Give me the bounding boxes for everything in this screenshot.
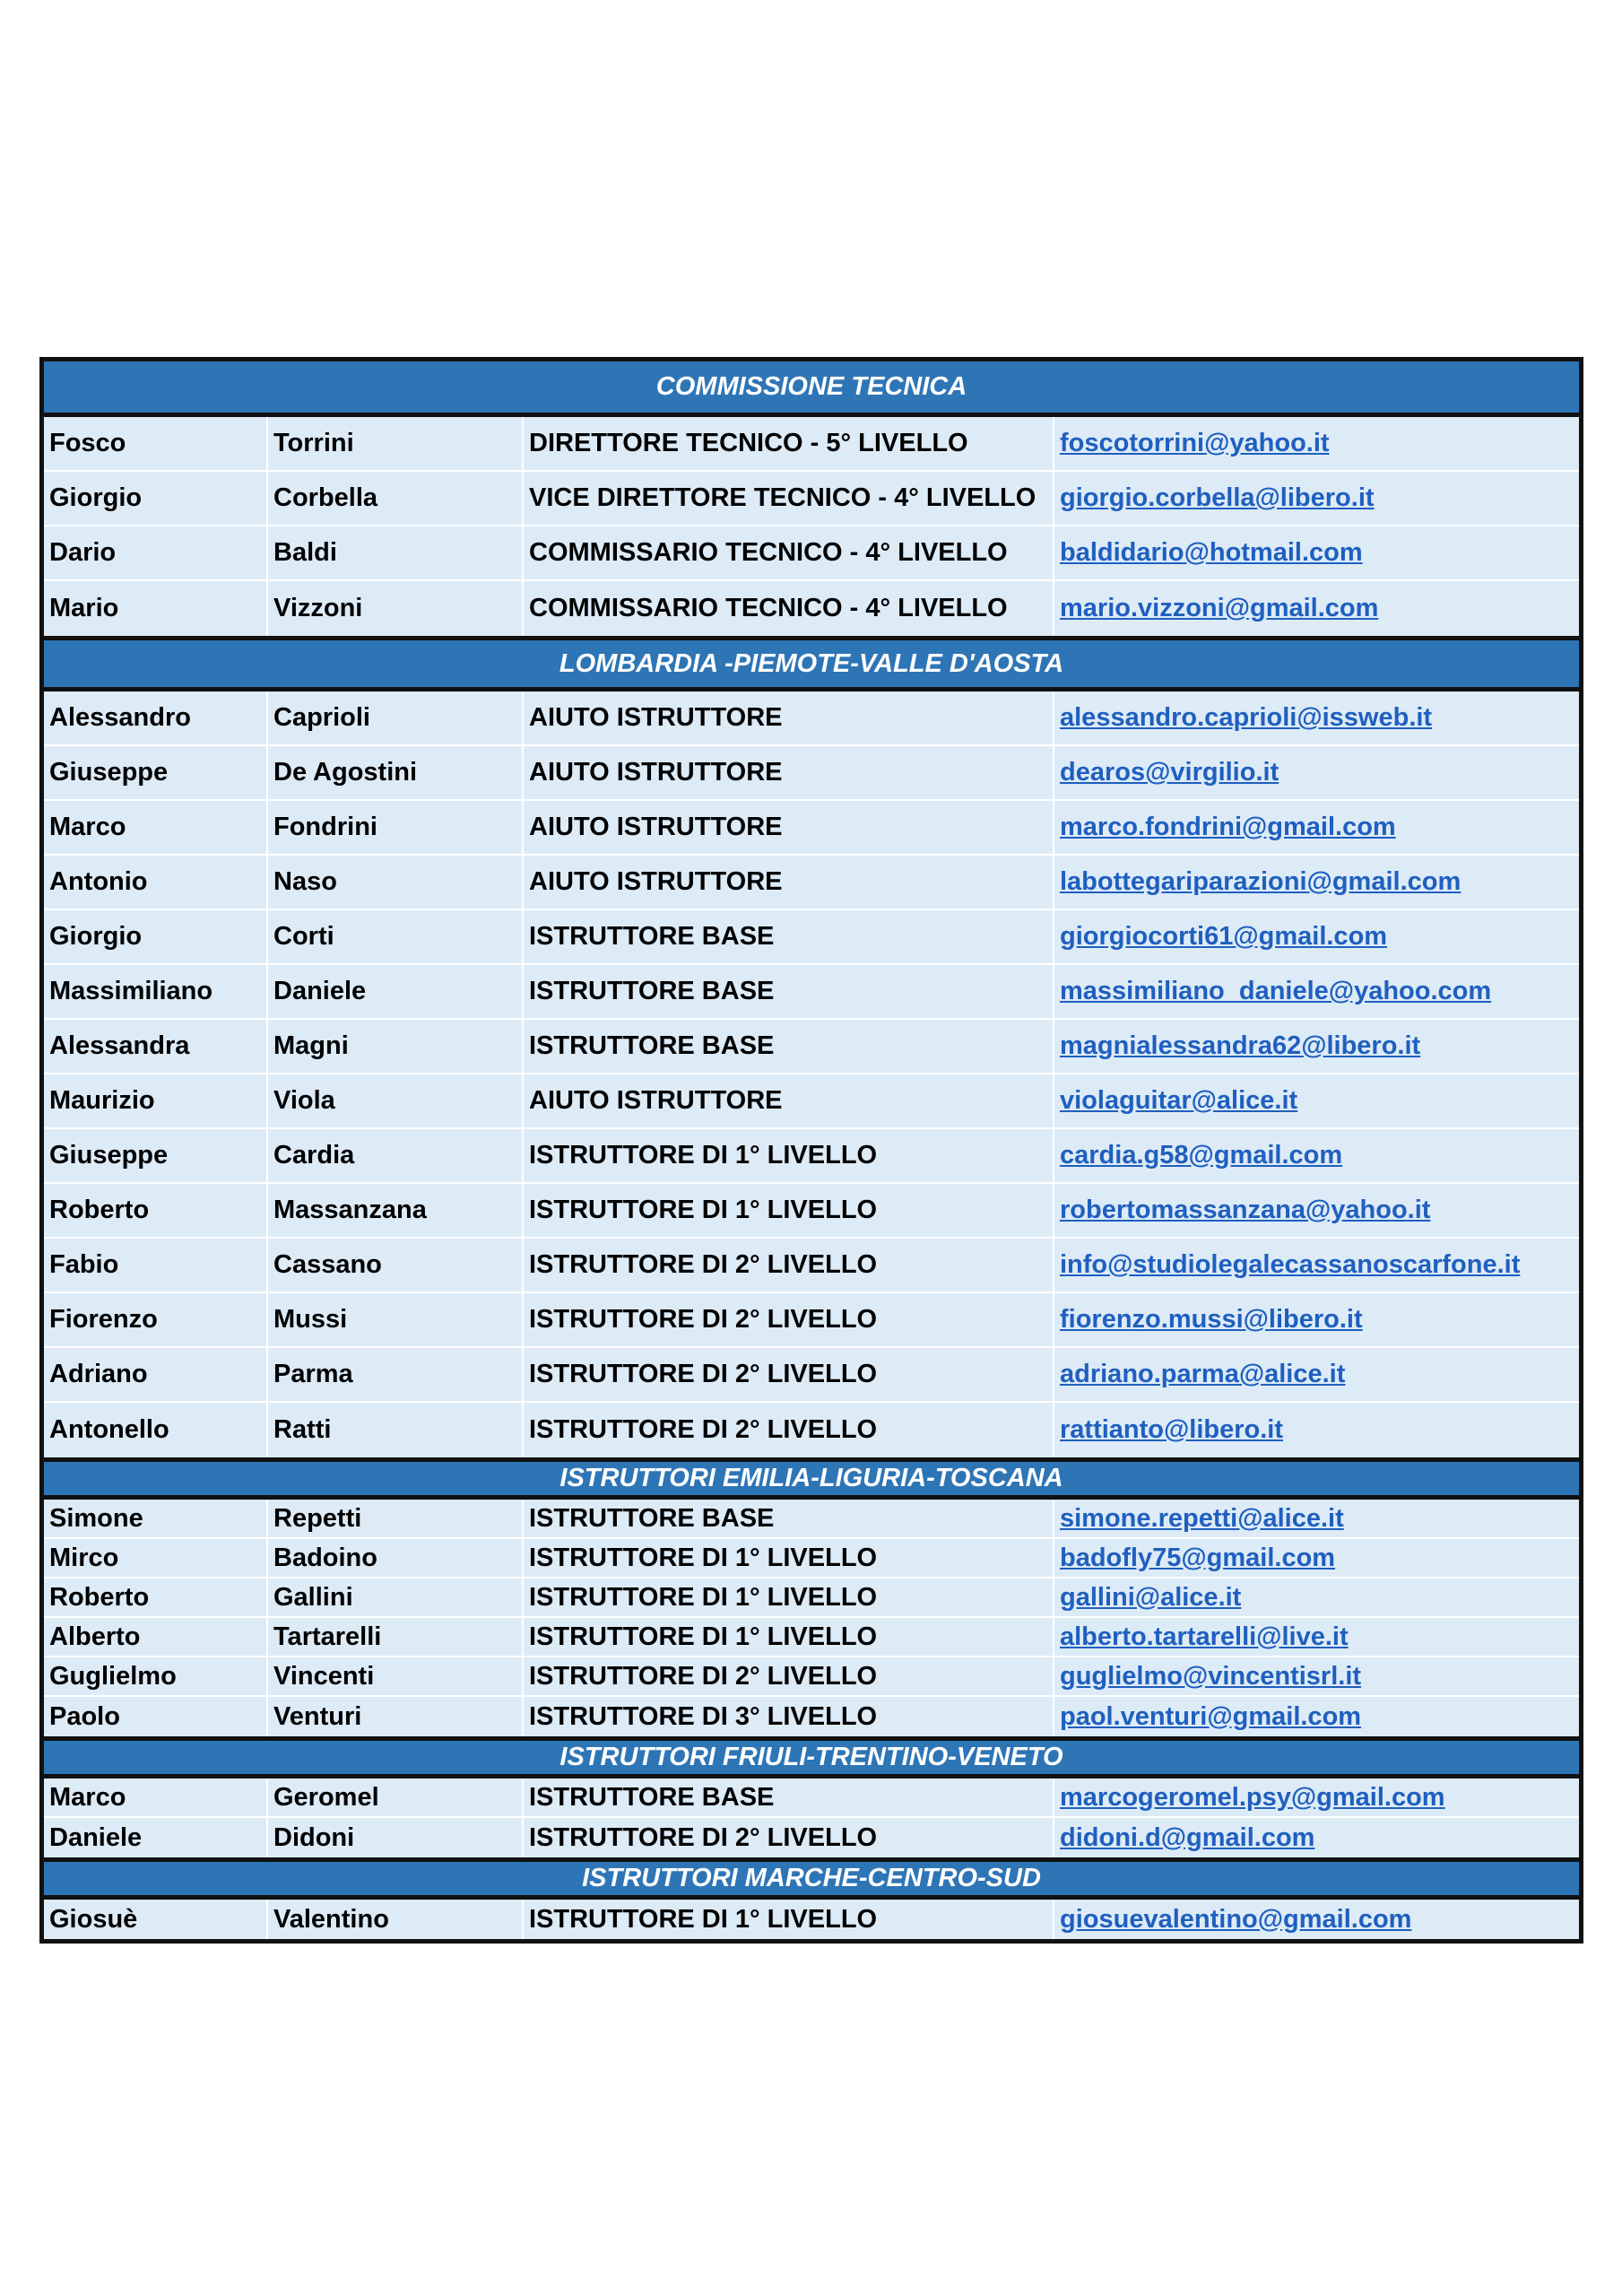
last-name: Repetti [268, 1500, 524, 1537]
email-cell [1054, 910, 1579, 963]
email-cell [1054, 417, 1579, 470]
first-name: Giuseppe [44, 746, 268, 799]
last-name: De Agostini [268, 746, 524, 799]
first-name: Marco [44, 1779, 268, 1816]
role: ISTRUTTORE BASE [524, 965, 1054, 1018]
section-header: COMMISSIONE TECNICA [44, 361, 1579, 417]
last-name: Parma [268, 1348, 524, 1401]
first-name: Giorgio [44, 910, 268, 963]
first-name: Alessandro [44, 691, 268, 744]
role: ISTRUTTORE DI 2° LIVELLO [524, 1403, 1054, 1457]
last-name: Didoni [268, 1818, 524, 1857]
table-row [44, 1293, 1579, 1348]
first-name: Maurizio [44, 1074, 268, 1127]
email-link[interactable]: robertomassanzana@yahoo.it [1060, 1196, 1431, 1224]
email-cell [1054, 1184, 1579, 1237]
email-cell [1054, 472, 1579, 525]
table-row [44, 801, 1579, 856]
first-name: Fosco [44, 417, 268, 470]
email-link[interactable]: alberto.tartarelli@live.it [1060, 1622, 1349, 1651]
first-name: Daniele [44, 1818, 268, 1857]
first-name: Roberto [44, 1578, 268, 1616]
last-name: Cassano [268, 1239, 524, 1292]
email-cell [1054, 1578, 1579, 1616]
first-name: Paolo [44, 1697, 268, 1736]
last-name: Massanzana [268, 1184, 524, 1237]
table-row [44, 1184, 1579, 1239]
email-link[interactable]: paol.venturi@gmail.com [1060, 1701, 1362, 1731]
section-body [44, 1900, 1579, 1939]
last-name: Ratti [268, 1403, 524, 1457]
last-name: Corbella [268, 472, 524, 525]
email-link[interactable]: rattianto@libero.it [1060, 1415, 1284, 1444]
table-row [44, 746, 1579, 801]
last-name: Magni [268, 1020, 524, 1073]
email-link[interactable]: marco.fondrini@gmail.com [1060, 813, 1396, 841]
role: AIUTO ISTRUTTORE [524, 801, 1054, 854]
last-name: Badoino [268, 1539, 524, 1577]
role: ISTRUTTORE DI 1° LIVELLO [524, 1184, 1054, 1237]
table-row [44, 1618, 1579, 1657]
first-name: Giorgio [44, 472, 268, 525]
email-cell [1054, 1403, 1579, 1457]
table-row [44, 1697, 1579, 1736]
first-name: Fabio [44, 1239, 268, 1292]
last-name: Caprioli [268, 691, 524, 744]
email-link[interactable]: baldidario@hotmail.com [1060, 538, 1363, 567]
last-name: Geromel [268, 1779, 524, 1816]
section-header: LOMBARDIA -PIEMOTE-VALLE D'AOSTA [44, 636, 1579, 691]
email-cell [1054, 1500, 1579, 1537]
email-cell [1054, 1293, 1579, 1346]
first-name: Roberto [44, 1184, 268, 1237]
first-name: Fiorenzo [44, 1293, 268, 1346]
email-link[interactable]: giosuevalentino@gmail.com [1060, 1904, 1412, 1934]
role: AIUTO ISTRUTTORE [524, 1074, 1054, 1127]
email-link[interactable]: labottegariparazioni@gmail.com [1060, 867, 1462, 896]
email-cell [1054, 1697, 1579, 1736]
first-name: Antonio [44, 856, 268, 909]
table-row [44, 526, 1579, 581]
section-header: ISTRUTTORI MARCHE-CENTRO-SUD [44, 1857, 1579, 1900]
email-link[interactable]: gallini@alice.it [1060, 1582, 1242, 1612]
first-name: Antonello [44, 1403, 268, 1457]
role: ISTRUTTORE DI 2° LIVELLO [524, 1818, 1054, 1857]
section-header: ISTRUTTORI FRIULI-TRENTINO-VENETO [44, 1736, 1579, 1779]
last-name: Cardia [268, 1129, 524, 1182]
role: DIRETTORE TECNICO - 5° LIVELLO [524, 417, 1054, 470]
table-row [44, 1239, 1579, 1293]
section-body [44, 691, 1579, 1457]
role: ISTRUTTORE DI 2° LIVELLO [524, 1657, 1054, 1695]
section-body [44, 417, 1579, 636]
role: ISTRUTTORE BASE [524, 1779, 1054, 1816]
email-link[interactable]: badofly75@gmail.com [1060, 1543, 1336, 1572]
last-name: Fondrini [268, 801, 524, 854]
email-cell [1054, 1539, 1579, 1577]
role: ISTRUTTORE DI 1° LIVELLO [524, 1539, 1054, 1577]
role: ISTRUTTORE DI 2° LIVELLO [524, 1239, 1054, 1292]
email-link[interactable]: violaguitar@alice.it [1060, 1086, 1298, 1115]
email-link[interactable]: guglielmo@vincentisrl.it [1060, 1661, 1362, 1691]
role: ISTRUTTORE DI 2° LIVELLO [524, 1348, 1054, 1401]
last-name: Valentino [268, 1900, 524, 1939]
table-row [44, 1129, 1579, 1184]
table-row [44, 581, 1579, 636]
role: ISTRUTTORE BASE [524, 1020, 1054, 1073]
role: COMMISSARIO TECNICO - 4° LIVELLO [524, 581, 1054, 636]
first-name: Alessandra [44, 1020, 268, 1073]
section-header: ISTRUTTORI EMILIA-LIGURIA-TOSCANA [44, 1457, 1579, 1500]
section-body [44, 1779, 1579, 1857]
table-row [44, 417, 1579, 472]
email-link[interactable]: giorgiocorti61@gmail.com [1060, 922, 1388, 951]
first-name: Guglielmo [44, 1657, 268, 1695]
table-row [44, 1020, 1579, 1074]
email-cell [1054, 801, 1579, 854]
first-name: Mario [44, 581, 268, 636]
table-row [44, 965, 1579, 1020]
last-name: Corti [268, 910, 524, 963]
email-link[interactable]: dearos@virgilio.it [1060, 758, 1279, 787]
last-name: Venturi [268, 1697, 524, 1736]
table-row [44, 1074, 1579, 1129]
table-row [44, 1403, 1579, 1457]
email-cell [1054, 1020, 1579, 1073]
first-name: Marco [44, 801, 268, 854]
contacts-table [39, 357, 1583, 1944]
role: AIUTO ISTRUTTORE [524, 691, 1054, 744]
section-body [44, 1500, 1579, 1736]
email-link[interactable]: alessandro.caprioli@issweb.it [1060, 703, 1433, 732]
email-cell [1054, 526, 1579, 579]
first-name: Giuseppe [44, 1129, 268, 1182]
email-cell [1054, 1618, 1579, 1656]
first-name: Massimiliano [44, 965, 268, 1018]
table-row [44, 1900, 1579, 1939]
role: ISTRUTTORE DI 1° LIVELLO [524, 1618, 1054, 1656]
role: ISTRUTTORE DI 2° LIVELLO [524, 1293, 1054, 1346]
email-cell [1054, 1779, 1579, 1816]
last-name: Gallini [268, 1578, 524, 1616]
email-cell [1054, 1657, 1579, 1695]
last-name: Daniele [268, 965, 524, 1018]
role: ISTRUTTORE DI 1° LIVELLO [524, 1129, 1054, 1182]
email-link[interactable]: foscotorrini@yahoo.it [1060, 429, 1330, 457]
table-row [44, 1779, 1579, 1818]
email-cell [1054, 1900, 1579, 1939]
email-link[interactable]: marcogeromel.psy@gmail.com [1060, 1782, 1445, 1812]
email-link[interactable]: giorgio.corbella@libero.it [1060, 483, 1375, 512]
last-name: Baldi [268, 526, 524, 579]
email-link[interactable]: didoni.d@gmail.com [1060, 1822, 1315, 1852]
email-cell [1054, 1074, 1579, 1127]
email-link[interactable]: cardia.g58@gmail.com [1060, 1141, 1343, 1170]
table-row [44, 1818, 1579, 1857]
table-row [44, 691, 1579, 746]
email-link[interactable]: magnialessandra62@libero.it [1060, 1031, 1421, 1060]
email-cell [1054, 1129, 1579, 1182]
table-row [44, 1539, 1579, 1578]
email-link[interactable]: adriano.parma@alice.it [1060, 1360, 1346, 1388]
first-name: Mirco [44, 1539, 268, 1577]
first-name: Adriano [44, 1348, 268, 1401]
last-name: Naso [268, 856, 524, 909]
role: ISTRUTTORE DI 3° LIVELLO [524, 1697, 1054, 1736]
last-name: Vizzoni [268, 581, 524, 636]
table-row [44, 1657, 1579, 1697]
email-link[interactable]: fiorenzo.mussi@libero.it [1060, 1305, 1363, 1334]
email-cell [1054, 856, 1579, 909]
last-name: Tartarelli [268, 1618, 524, 1656]
first-name: Alberto [44, 1618, 268, 1656]
last-name: Viola [268, 1074, 524, 1127]
email-link[interactable]: mario.vizzoni@gmail.com [1060, 594, 1379, 622]
first-name: Simone [44, 1500, 268, 1537]
role: COMMISSARIO TECNICO - 4° LIVELLO [524, 526, 1054, 579]
first-name: Dario [44, 526, 268, 579]
email-link[interactable]: info@studiolegalecassanoscarfone.it [1060, 1250, 1521, 1279]
table-row [44, 472, 1579, 526]
email-cell [1054, 1239, 1579, 1292]
email-cell [1054, 746, 1579, 799]
role: ISTRUTTORE DI 1° LIVELLO [524, 1578, 1054, 1616]
table-row [44, 856, 1579, 910]
email-cell [1054, 1818, 1579, 1857]
role: AIUTO ISTRUTTORE [524, 746, 1054, 799]
email-cell [1054, 965, 1579, 1018]
last-name: Vincenti [268, 1657, 524, 1695]
role: VICE DIRETTORE TECNICO - 4° LIVELLO [524, 472, 1054, 525]
email-cell [1054, 581, 1579, 636]
table-row [44, 910, 1579, 965]
first-name: Giosuè [44, 1900, 268, 1939]
role: AIUTO ISTRUTTORE [524, 856, 1054, 909]
last-name: Mussi [268, 1293, 524, 1346]
table-row [44, 1500, 1579, 1539]
email-link[interactable]: simone.repetti@alice.it [1060, 1503, 1344, 1533]
table-row [44, 1578, 1579, 1618]
last-name: Torrini [268, 417, 524, 470]
email-cell [1054, 1348, 1579, 1401]
table-row [44, 1348, 1579, 1403]
email-link[interactable]: massimiliano_daniele@yahoo.com [1060, 977, 1492, 1005]
email-cell [1054, 691, 1579, 744]
role: ISTRUTTORE BASE [524, 1500, 1054, 1537]
role: ISTRUTTORE BASE [524, 910, 1054, 963]
role: ISTRUTTORE DI 1° LIVELLO [524, 1900, 1054, 1939]
